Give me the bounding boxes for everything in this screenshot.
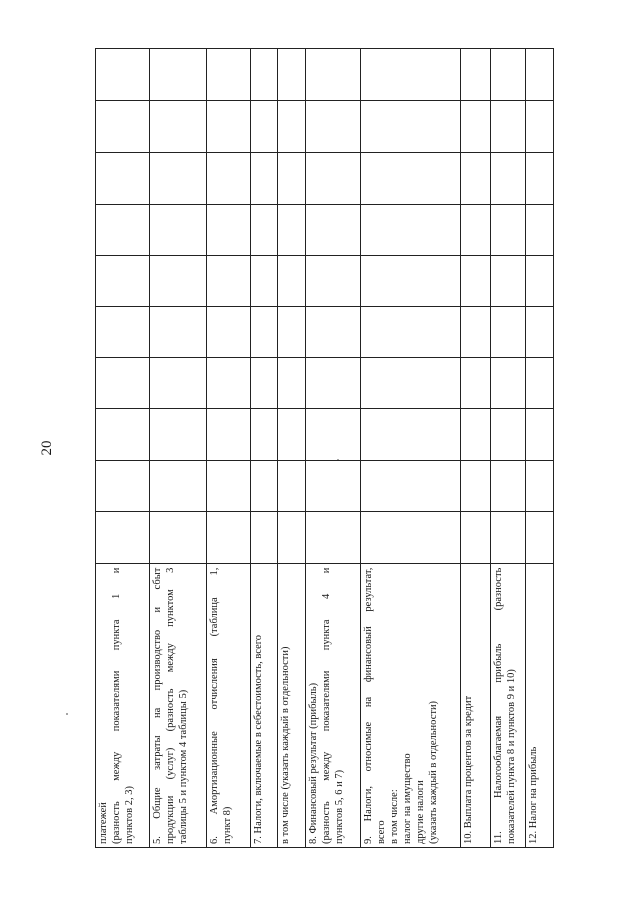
- value-cell: [150, 256, 207, 307]
- row-label-8: [306, 563, 361, 847]
- value-cell: [491, 307, 526, 358]
- value-cell: [150, 307, 207, 358]
- table-row: [491, 49, 526, 848]
- value-cell: [526, 307, 554, 358]
- row-label-line: в том числе:: [389, 789, 400, 844]
- value-cell: [461, 307, 491, 358]
- value-cell: [96, 511, 150, 563]
- row-label-line: 9. Налоги, относимые на финансовый результат,: [363, 567, 374, 844]
- value-cell: [526, 511, 554, 563]
- row-label-line: (разность между показателями пункта 1 и: [111, 567, 122, 844]
- value-cell: [150, 101, 207, 153]
- row-label-line: пункт 8): [222, 806, 233, 844]
- value-cell: [306, 409, 361, 460]
- value-cell: [251, 307, 278, 358]
- value-cell: [278, 460, 306, 511]
- value-cell: [306, 460, 361, 511]
- value-cell: [150, 511, 207, 563]
- value-cell: [251, 256, 278, 307]
- rotated-table-container: [95, 48, 553, 848]
- value-cell: [361, 101, 461, 153]
- value-cell: [461, 205, 491, 256]
- value-cell: [251, 460, 278, 511]
- value-cell: [96, 153, 150, 205]
- value-cell: [251, 49, 278, 101]
- value-cell: [461, 256, 491, 307]
- value-cell: [278, 409, 306, 460]
- value-cell: [207, 460, 251, 511]
- row-label-12: [526, 563, 554, 847]
- value-cell: [306, 101, 361, 153]
- value-cell: [526, 153, 554, 205]
- row-label-10: [461, 563, 491, 847]
- row-label-6: [207, 563, 251, 847]
- row-label-line: платежей: [98, 802, 109, 844]
- value-cell: [461, 511, 491, 563]
- value-cell: [96, 460, 150, 511]
- value-cell: [526, 460, 554, 511]
- row-label-line: пунктов 5, 6 и 7): [334, 769, 345, 844]
- value-cell: [251, 511, 278, 563]
- row-label-line: другие налоги: [415, 780, 426, 844]
- row-label-line: 12. Налог на прибыль: [528, 746, 539, 844]
- value-cell: [461, 409, 491, 460]
- table-row: [278, 49, 306, 848]
- value-cell: [96, 409, 150, 460]
- value-cell: [526, 101, 554, 153]
- value-cell: [361, 409, 461, 460]
- value-cell: [526, 256, 554, 307]
- value-cell: [96, 101, 150, 153]
- value-cell: [278, 205, 306, 256]
- row-label-line: показателей пункта 8 и пунктов 9 и 10): [506, 669, 517, 844]
- value-cell: [491, 409, 526, 460]
- table-row: [306, 49, 361, 848]
- table-row: [526, 49, 554, 848]
- table-row: [361, 49, 461, 848]
- value-cell: [306, 153, 361, 205]
- row-label-line: 7. Налоги, включаемые в себестоимость, всего: [253, 634, 264, 844]
- value-cell: [361, 49, 461, 101]
- value-cell: [96, 307, 150, 358]
- value-cell: [491, 205, 526, 256]
- row-label-line: 5. Общие затраты на производство и сбыт: [152, 567, 163, 844]
- value-cell: [207, 153, 251, 205]
- value-cell: [150, 409, 207, 460]
- row-label-line: 11. Налогооблагаемая прибыль (разность: [493, 567, 504, 844]
- value-cell: [361, 460, 461, 511]
- value-cell: [461, 358, 491, 409]
- value-cell: [96, 49, 150, 101]
- value-cell: [491, 256, 526, 307]
- value-cell: [150, 205, 207, 256]
- value-cell: [150, 460, 207, 511]
- value-cell: [306, 358, 361, 409]
- value-cell: [251, 205, 278, 256]
- value-cell: [461, 460, 491, 511]
- scan-speck: [66, 713, 68, 715]
- value-cell: [207, 205, 251, 256]
- value-cell: [306, 205, 361, 256]
- financial-results-table: [95, 48, 554, 848]
- value-cell: [251, 409, 278, 460]
- page-number: 20: [39, 440, 55, 456]
- value-cell: [251, 358, 278, 409]
- value-cell: [361, 153, 461, 205]
- value-cell: [491, 153, 526, 205]
- value-cell: [278, 358, 306, 409]
- value-cell: [96, 205, 150, 256]
- value-cell: [526, 49, 554, 101]
- value-cell: [526, 409, 554, 460]
- value-cell: [278, 307, 306, 358]
- value-cell: [361, 358, 461, 409]
- value-cell: [361, 307, 461, 358]
- value-cell: [207, 101, 251, 153]
- value-cell: [150, 49, 207, 101]
- row-label-9: [361, 563, 461, 847]
- value-cell: [491, 460, 526, 511]
- value-cell: [150, 153, 207, 205]
- value-cell: [461, 153, 491, 205]
- value-cell: [207, 256, 251, 307]
- value-cell: [306, 256, 361, 307]
- row-label-line: всего: [376, 820, 387, 844]
- value-cell: [491, 101, 526, 153]
- row-label-line: пунктов 2, 3): [124, 786, 135, 844]
- table-row: [150, 49, 207, 848]
- value-cell: [361, 511, 461, 563]
- value-cell: [207, 307, 251, 358]
- row-label-line: таблицы 5 и пунктом 4 таблицы 5): [178, 689, 189, 844]
- value-cell: [461, 49, 491, 101]
- row-label-7-detail: [278, 563, 306, 847]
- value-cell: [207, 49, 251, 101]
- value-cell: [278, 49, 306, 101]
- value-cell: [306, 511, 361, 563]
- value-cell: [491, 358, 526, 409]
- row-label-4-continued: [96, 563, 150, 847]
- value-cell: [491, 49, 526, 101]
- row-label-line: 10. Выплата процентов за кредит: [463, 695, 474, 844]
- table-row: [251, 49, 278, 848]
- row-label-line: (разность между показателями пункта 4 и: [321, 567, 332, 844]
- value-cell: [251, 101, 278, 153]
- value-cell: [207, 358, 251, 409]
- value-cell: [461, 101, 491, 153]
- value-cell: [207, 511, 251, 563]
- table-row: [96, 49, 150, 848]
- value-cell: [278, 101, 306, 153]
- value-cell: [491, 511, 526, 563]
- table-row: [207, 49, 251, 848]
- value-cell: [526, 358, 554, 409]
- row-label-line: продукции (услуг) (разность между пунктом 3: [165, 567, 176, 844]
- value-cell: [278, 153, 306, 205]
- value-cell: [96, 358, 150, 409]
- row-label-11: [491, 563, 526, 847]
- row-label-line: (указать каждый в отдельности): [428, 700, 439, 844]
- value-cell: [361, 205, 461, 256]
- row-label-line: налог на имущество: [402, 753, 413, 844]
- row-label-line: 8. Финансовый результат (прибыль): [308, 682, 319, 844]
- value-cell: [251, 153, 278, 205]
- value-cell: [306, 49, 361, 101]
- row-label-line: в том числе (указать каждый в отдельности): [280, 646, 291, 844]
- value-cell: [150, 358, 207, 409]
- table-row: [461, 49, 491, 848]
- row-label-5: [150, 563, 207, 847]
- value-cell: [306, 307, 361, 358]
- value-cell: [526, 205, 554, 256]
- value-cell: [278, 256, 306, 307]
- value-cell: [278, 511, 306, 563]
- value-cell: [361, 256, 461, 307]
- row-label-7: [251, 563, 278, 847]
- value-cell: [207, 409, 251, 460]
- row-label-line: 6. Амортизационные отчисления (таблица 1,: [209, 567, 220, 844]
- value-cell: [96, 256, 150, 307]
